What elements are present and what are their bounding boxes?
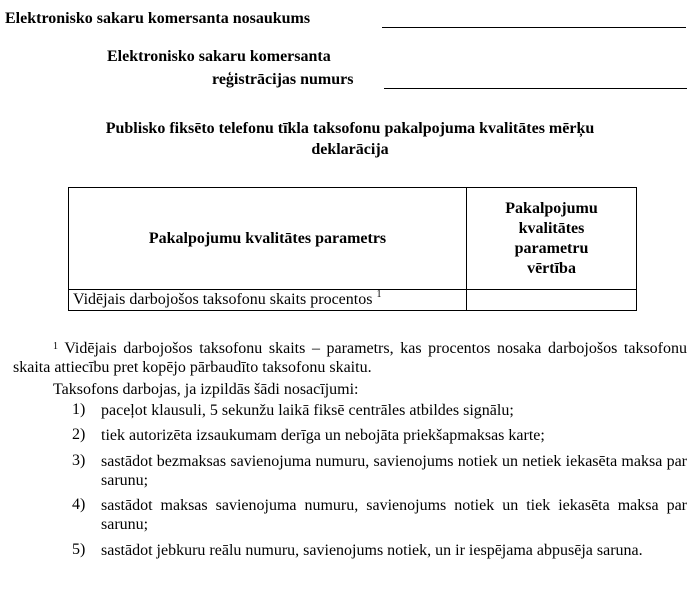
merchant-reg-field-line[interactable] <box>384 88 687 89</box>
merchant-name-field-line[interactable] <box>382 27 686 28</box>
col-value-header <box>467 188 637 290</box>
footnote-marker: 1 <box>53 341 58 352</box>
page-title <box>0 118 700 160</box>
value-cell[interactable] <box>467 290 637 311</box>
list-item-number: 1) <box>72 401 86 418</box>
footnote-paragraph <box>13 339 687 377</box>
col-value-header-line: vērtība <box>527 259 576 277</box>
col-parameter-header: Pakalpojumu kvalitātes parametrs <box>69 188 467 290</box>
list-item: tiek autorizēta izsaukumam derīga un nebojāta priekšapmaksas karte; <box>101 427 545 444</box>
parameter-cell <box>69 290 467 311</box>
col-value-header-line: kvalitātes <box>518 219 585 237</box>
col-value-header-line: parametru <box>514 239 589 257</box>
list-item: paceļot klausuli, 5 sekunžu laikā fiksē centrāles atbildes signālu; <box>101 402 514 419</box>
conditions-intro: Taksofons darbojas, ja izpildās šādi nosacījumi: <box>53 381 359 398</box>
list-item: sastādot maksas savienojuma numuru, savienojums notiek un tiek iekasēta maksa par sarunu; <box>101 497 687 533</box>
list-item: sastādot jebkuru reālu numuru, savienojums notiek, un ir iespējama abpusēja saruna. <box>101 542 643 559</box>
list-item-number: 2) <box>72 426 86 443</box>
merchant-reg-label-line2: reģistrācijas numurs <box>212 71 354 88</box>
list-item-number: 5) <box>72 541 86 558</box>
merchant-name-label: Elektronisko sakaru komersanta nosaukums <box>5 10 311 27</box>
parameter-text: Vidējais darbojošos taksofonu skaits procentos <box>73 291 373 308</box>
list-item-number: 4) <box>72 496 86 513</box>
col-value-header-line: Pakalpojumu <box>505 199 598 217</box>
page-title-line1: Publisko fiksēto telefonu tīkla taksofonu pakalpojuma kvalitātes mērķu <box>105 120 595 137</box>
table-row <box>69 290 637 311</box>
list-item: sastādot bezmaksas savienojuma numuru, savienojums notiek un netiek iekasēta maksa par sarunu; <box>101 453 687 489</box>
list-item-number: 3) <box>72 452 86 469</box>
table-header-row <box>69 188 637 290</box>
merchant-reg-label-line1: Elektronisko sakaru komersanta <box>107 48 331 65</box>
parameters-table <box>68 187 637 311</box>
footnote-text: Vidējais darbojošos taksofonu skaits – parametrs, kas procentos nosaka darbojošos taksofonu skaita attiecību pret kopējo pārbaudīto taksofonu skaitu. <box>13 340 687 376</box>
footnote-ref: 1 <box>376 289 382 300</box>
page-title-line2: deklarācija <box>311 141 389 158</box>
